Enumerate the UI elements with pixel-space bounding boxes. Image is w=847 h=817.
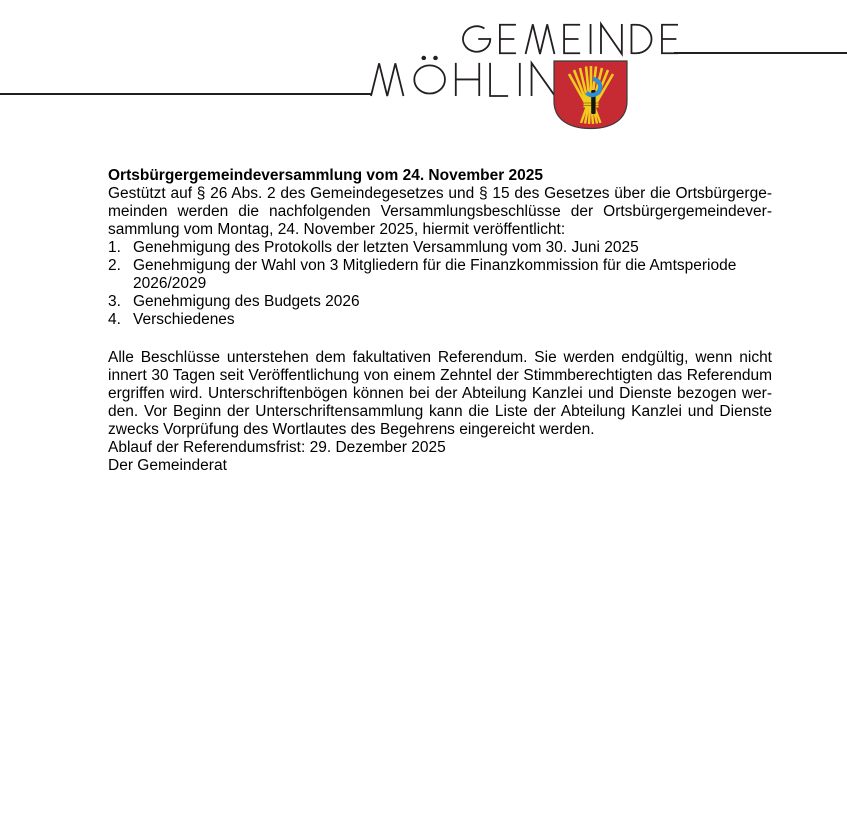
agenda-item-number: 4. <box>108 311 121 328</box>
agenda-item-text: Genehmigung des Protokolls der letzten Versammlung vom 30. Juni 2025 <box>133 239 639 256</box>
letterhead-rule-left <box>0 93 372 95</box>
referendum-paragraph: Alle Beschlüsse unterstehen dem fakultativen Referendum. Sie werden endgültig, wenn nicht innert 30 Tagen seit Veröffentlichung von einem Zehntel der Stimmberechtigten das Referendum ergriffen wird. Unterschriftenbögen können bei der Abteilung Kanzlei und Dienste bezogen werden. Vor Beginn der Unterschriftensammlung kann die Liste der Abteilung Kanzlei und Dienste zwecks Vorprüfung des Wortlautes des Begehrens eingereicht werden. <box>108 349 772 438</box>
agenda-item <box>108 257 772 293</box>
letterhead-rule-right <box>674 52 847 54</box>
intro-paragraph: Gestützt auf § 26 Abs. 2 des Gemeindegesetzes und § 15 des Gesetzes über die Ortsbürgergemeinden werden die nachfolgenden Versammlungsbeschlüsse der Ortsbürgergemeindeversammlung vom Montag, 24. November 2025, hiermit veröffentlicht: <box>108 185 772 238</box>
gemeinde-wordmark <box>463 24 678 54</box>
document-title: Ortsbürgergemeindeversammlung vom 24. November 2025 <box>108 167 544 184</box>
agenda-item-number: 2. <box>108 257 121 274</box>
referendum-deadline: Ablauf der Referendumsfrist: 29. Dezember 2025 <box>108 439 446 456</box>
agenda-item-text: Genehmigung der Wahl von 3 Mitgliedern für die Finanzkommission für die Amtsperiode 2026/2029 <box>133 257 737 292</box>
moehlin-coat-of-arms <box>553 60 628 130</box>
agenda-item-text: Genehmigung des Budgets 2026 <box>133 293 360 310</box>
moehlin-wordmark <box>371 53 555 96</box>
agenda-item <box>108 239 772 257</box>
agenda-item-text: Verschiedenes <box>133 311 235 328</box>
agenda-item <box>108 311 772 329</box>
agenda-list <box>108 239 772 329</box>
sheaf-tie-band <box>584 101 599 108</box>
agenda-item-number: 1. <box>108 239 121 256</box>
agenda-item <box>108 293 772 311</box>
announcement-body <box>108 167 772 475</box>
agenda-item-number: 3. <box>108 293 121 310</box>
signature: Der Gemeinderat <box>108 457 227 474</box>
